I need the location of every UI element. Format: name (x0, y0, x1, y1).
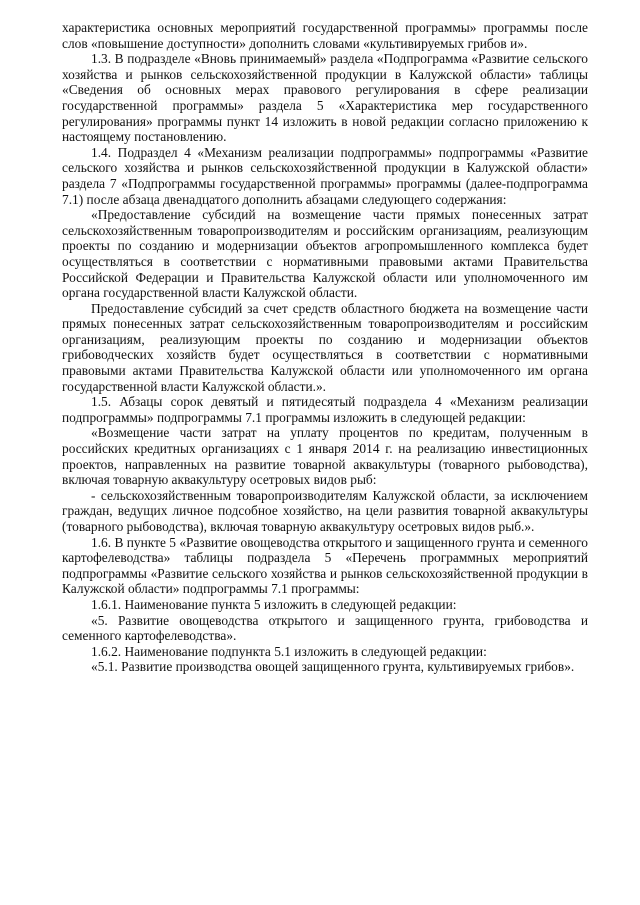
paragraph-1-5-quote-2: - сельскохозяйственным товаропроизводителям Калужской области, за исключением граждан, ведущих личное подсобное хозяйство, на цели развития товарной аквакультуры (товарного рыбоводства), включая товарную аквакультуру осетровых видов рыб.». (62, 487, 588, 534)
paragraph-1-6-1: 1.6.1. Наименование пункта 5 изложить в следующей редакции: (91, 596, 457, 612)
paragraph-1-6-2-quote: «5.1. Развитие производства овощей защищенного грунта, культивируемых грибов». (91, 659, 575, 675)
paragraph-1-4-quote-1: «Предоставление субсидий на возмещение части прямых понесенных затрат сельскохозяйственным товаропроизводителям и российским организациям, реализующим проекты по созданию и модернизации объектов агропромышленного комплекса будет осуществляться в соответствии с нормативными правовыми актами Правительства Российской Федерации и Правительства Калужской области или уполномоченного им органа государственной власти Калужской области. (62, 207, 588, 301)
paragraph-1-5-quote-1: «Возмещение части затрат на уплату процентов по кредитам, полученным в российских кредитных организациях с 1 января 2014 г. на реализацию инвестиционных проектов, направленных на развитие товарной аквакультуры (товарного рыбоводства), включая товарную аквакультуру осетровых видов рыб: (62, 425, 588, 488)
paragraph-1-5: 1.5. Абзацы сорок девятый и пятидесятый подраздела 4 «Механизм реализации подпрограммы» подпрограммы 7.1 программы изложить в следующей редакции: (62, 394, 588, 425)
paragraph-1-4: 1.4. Подраздел 4 «Механизм реализации подпрограммы» подпрограммы «Развитие сельского хозяйства и рынков сельскохозяйственной продукции в Калужской области» раздела 7 «Подпрограммы государственной программы» программы (далее-подпрограмма 7.1) после абзаца двенадцатого дополнить абзацами следующего содержания: (62, 144, 588, 207)
paragraph-1-6-2: 1.6.2. Наименование подпункта 5.1 изложить в следующей редакции: (91, 643, 487, 659)
paragraph-1-6-1-quote: «5. Развитие овощеводства открытого и защищенного грунта, грибоводства и семенного картофелеводства». (62, 612, 588, 644)
paragraph-1-3: 1.3. В подразделе «Вновь принимаемый» раздела «Подпрограмма «Развитие сельского хозяйства и рынков сельскохозяйственной продукции в Калужской области» таблицы «Сведения об основных мерах правового регулирования в сфере реализации государственной программы» раздела 5 «Характеристика мер государственного регулирования» программы пункт 14 изложить в новой редакции согласно приложению к настоящему постановлению. (62, 51, 588, 145)
document-page (62, 20, 588, 675)
paragraph-1-4-quote-2: Предоставление субсидий за счет средств областного бюджета на возмещение части прямых понесенных затрат сельскохозяйственным товаропроизводителям и российским организациям, реализующим проекты по созданию и модернизации объектов грибоводческих хозяйств будет осуществляться в соответствии с нормативными правовыми актами Правительства Калужской области или уполномоченного им органа государственной власти Калужской области.». (62, 300, 588, 394)
paragraph-1-6: 1.6. В пункте 5 «Развитие овощеводства открытого и защищенного грунта и семенного картофелеводства» таблицы подраздела 5 «Перечень программных мероприятий подпрограммы «Развитие сельского хозяйства и рынков сельскохозяйственной продукции в Калужской области» подпрограммы 7.1 программы: (62, 534, 588, 597)
paragraph-1-2-end: характеристика основных мероприятий государственной программы» программы после слов «повышение доступности» дополнить словами «культивируемых грибов и». (62, 20, 588, 51)
